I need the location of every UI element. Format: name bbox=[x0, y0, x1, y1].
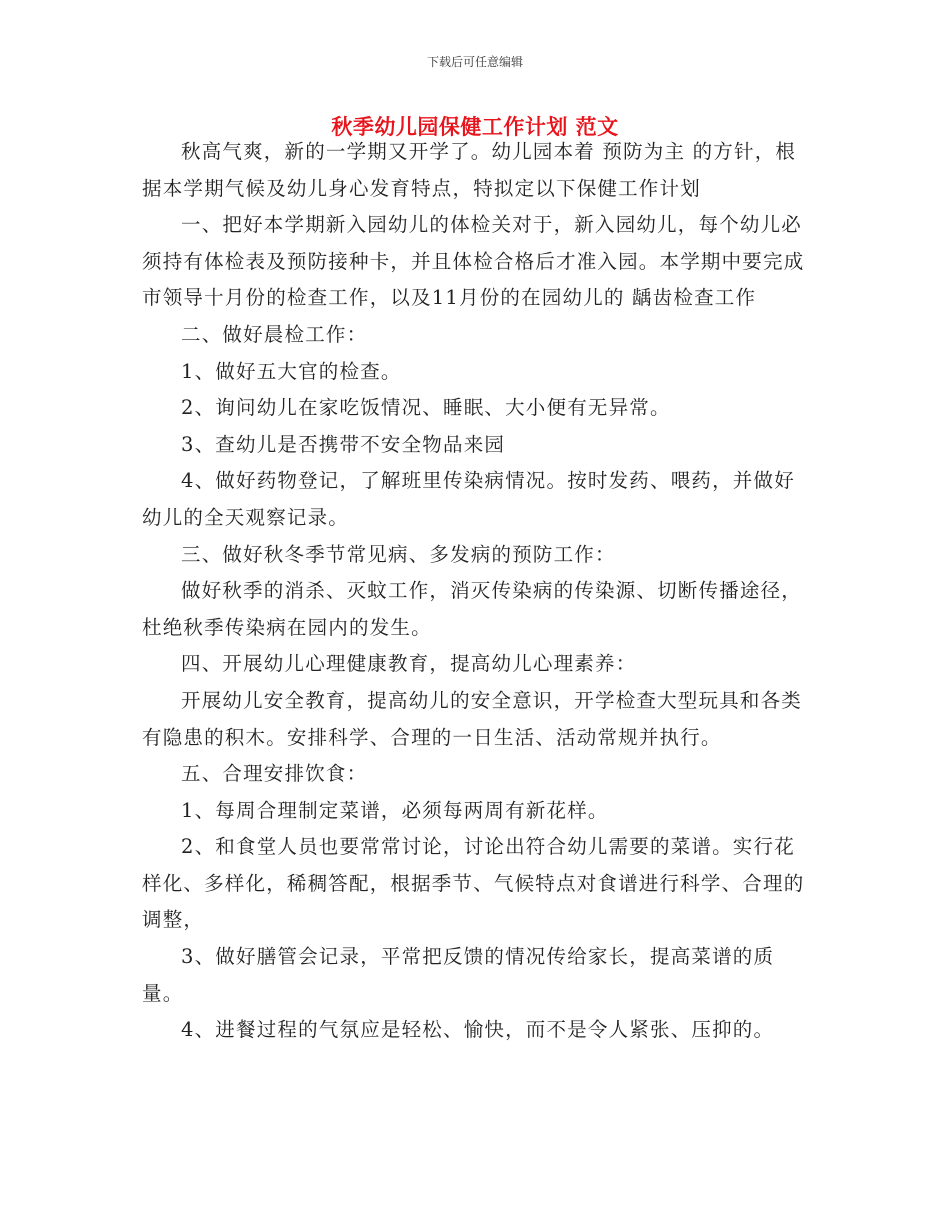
paragraph-section-1: 一、把好本学期新入园幼儿的体检关对于，新入园幼儿，每个幼儿必须持有体检表及预防接种卡，并且体检合格后才准入园。本学期中要完成市领导十月份的检查工作，以及11月份的在园幼儿的 龋齿检查工作 bbox=[142, 213, 805, 310]
paragraph-item: 1、做好五大官的检查。 bbox=[181, 359, 402, 383]
header-note: 下载后可任意编辑 bbox=[426, 55, 523, 69]
paragraph-item: 1、每周合理制定菜谱，必须每两周有新花样。 bbox=[181, 798, 609, 822]
document-body bbox=[142, 134, 810, 1049]
paragraph-item: 4、进餐过程的气氛应是轻松、愉快，而不是令人紧张、压抑的。 bbox=[181, 1018, 775, 1042]
paragraph-text: 做好秋季的消杀、灭蚊工作，消灭传染病的传染源、切断传播途径，杜绝秋季传染病在园内的发生。 bbox=[142, 579, 803, 639]
paragraph-section-3-heading: 三、做好秋冬季节常见病、多发病的预防工作： bbox=[181, 542, 616, 566]
paragraph-item: 2、和食堂人员也要常常讨论，讨论出符合幼儿需要的菜谱。实行花样化、多样化，稀稠答配，根据季节、气候特点对食谱进行科学、合理的调整， bbox=[142, 835, 805, 932]
paragraph-item: 3、查幼儿是否携带不安全物品来园 bbox=[181, 432, 506, 456]
paragraph-item: 4、做好药物登记，了解班里传染病情况。按时发药、喂药，并做好幼儿的全天观察记录。 bbox=[142, 469, 795, 529]
document-title: 秋季幼儿园保健工作计划 范文 bbox=[331, 114, 619, 139]
paragraph-item: 3、做好膳管会记录，平常把反馈的情况传给家长，提高菜谱的质量。 bbox=[142, 945, 775, 1005]
paragraph-intro: 秋高气爽，新的一学期又开学了。幼儿园本着 预防为主 的方针，根据本学期气候及幼儿身心发育特点，特拟定以下保健工作计划 bbox=[142, 140, 797, 200]
paragraph-section-4-heading: 四、开展幼儿心理健康教育，提高幼儿心理素养： bbox=[181, 652, 637, 676]
paragraph-text: 开展幼儿安全教育，提高幼儿的安全意识，开学检查大型玩具和各类有隐患的积木。安排科学、合理的一日生活、活动常规并执行。 bbox=[142, 688, 803, 749]
paragraph-item: 2、询问幼儿在家吃饭情况、睡眠、大小便有无异常。 bbox=[181, 396, 671, 420]
paragraph-section-2-heading: 二、做好晨检工作： bbox=[181, 322, 368, 346]
paragraph-section-5-heading: 五、合理安排饮食： bbox=[181, 762, 368, 786]
